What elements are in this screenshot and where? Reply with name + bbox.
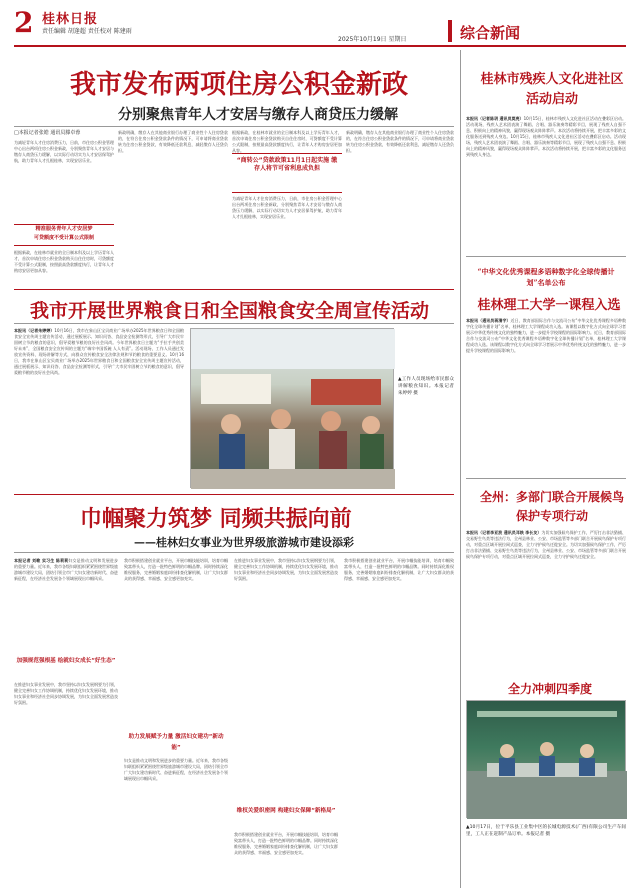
side3-photo-title: 全力冲刺四季度: [507, 682, 592, 696]
story2-byline: 本报讯（记者朱婷婷）: [14, 328, 55, 333]
story3-box3-title: 维权关爱织密网 构建妇女保障“新格局”: [236, 808, 336, 814]
story3-body-a2: 妇女是推动文明和发展进步的重要力量。近年来，我市各级妇联组织紧紧围绕世界级旅游城市建设大局，团结引领全市广大妇女建功新时代、奋进新征程，在经济社会发展各个领域展现出巾帼风采。: [124, 758, 228, 781]
side1-title: 桂林市残疾人文化进社区活动启动: [480, 72, 624, 107]
side3-body: [466, 530, 626, 678]
people-at-booth-icon: [191, 329, 395, 489]
factory-workers-icon: [467, 701, 627, 819]
side3-byline: 本报讯（记者李亚波 通讯员邓轶 李长友）: [466, 530, 542, 535]
story3-body-c2: 我市积极搭建创业就业平台，开展巾帼技能培训，培育巾帼致富带头人，打造一批特色鲜明的巾帼品牌。同时持续深化维权服务，完善婚姻家庭纠纷排查化解机制，让广大妇女群众的获得感、幸福感、安全感更加充实。: [234, 832, 338, 855]
divider: [14, 552, 454, 553]
date-line: 2025年10月19日 星期日: [338, 36, 407, 43]
divider: [14, 494, 454, 495]
side3-text-cont: 为切实加强候鸟保护工作，严厉打击非法猎捕、交易野生鸟类等违法行为，全州县林业、公安、市场监管等多部门联合开展候鸟保护专项行动，对重点区域开展拉网式巡查，全力守护候鸟迁徙安全。: [466, 542, 626, 559]
story1-body-a2: 为减轻青年人才住房消费压力，日前，市住房公积金管理中心出台两项住房公积金新政，分别聚焦青年人才安居与缴存人商贷压力缓解，以实际行动切实为人才安居保驾护航，助力青年人才扎根桂林，实现安居乐业。: [232, 196, 342, 219]
story1-box2: [232, 153, 342, 193]
story1-body-a: 为减轻青年人才住房消费压力，日前，市住房公积金管理中心出台两项住房公积金新政，分别聚焦青年人才安居与缴存人商贷压力缓解，以实际行动切实为人才安居保驾护航，助力青年人才扎根桂林，实现安居乐业。: [14, 140, 114, 163]
story3-body-b: 在推进妇女事业发展中，我市坚持以妇女发展纲要为引领，健全完善妇女工作协调机制，持续优化妇女发展环境，推动妇女事业和经济社会同步协调发展，为妇女全面发展营造良好氛围。: [14, 682, 118, 705]
editor-line: 责任编辑 胡逢超 责任校对 陈建雨: [42, 28, 132, 35]
side2-title: 桂林理工大学一课程入选: [477, 298, 621, 313]
masthead-rule: [14, 45, 626, 47]
side2-body: [466, 318, 626, 474]
side3-photo-caption: ▲10月17日，位于平乐县工业集中区的长城电源技术(广西)有限公司生产车间里，工人正在赶制产品订单。本报记者 摄: [466, 825, 626, 837]
story1-box2-title: “商转公”贷款政策11月1日起实施 缴存人将节可省利息成负担: [236, 157, 338, 172]
story2-body-a-cont: 10月16日，我市在象山区宝贝商业广场举办2025年世界粮食日和全国粮食安全宣传周主题宣传活动，通过展板展示、知识问答、食品安全检测等形式，引导广大市民牢固树立节约粮食的意识，倡导爱粮节粮的良好社会风尚。: [14, 352, 184, 375]
story1-body-b2: 根据新政，在桂林市就业的全日制本科及以上学历青年人才，首次申请住房公积金贷款购买自住住房时，可贷额度不受计算公式限制，按照最高贷款额度执行，让青年人才购房安居更加从容。: [232, 130, 342, 153]
side3-text: 为切实加强候鸟保护工作，严厉打击非法猎捕、交易野生鸟类等违法行为，全州县林业、公安、市场监管等多部门联合开展候鸟保护专项行动，对重点区域开展拉网式巡查，全力守护候鸟迁徙安全。: [466, 530, 626, 547]
divider: [466, 478, 626, 479]
divider: [14, 126, 454, 127]
story3-byline: 本报记者 刘歌 实习生 陈莉莉: [14, 558, 69, 563]
story2-body-a: 10月16日，我市在象山区宝贝商业广场举办2025年世界粮食日和全国粮食安全宣传周主题宣传活动，通过展板展示、知识问答、食品安全检测等形式，引导广大市民牢固树立节约粮食的意识，倡导爱粮节粮的良好社会风尚。: [14, 328, 185, 345]
story3-box2: [124, 732, 228, 754]
side1-byline: 本报讯（记者陈玥 通讯员莫亮）: [466, 116, 524, 121]
story3-body-b2: 在推进妇女事业发展中，我市坚持以妇女发展纲要为引领，健全完善妇女工作协调机制，持续优化妇女发展环境，推动妇女事业和经济社会同步协调发展，为妇女全面发展营造良好氛围。: [234, 558, 338, 581]
section-title: 综合新闻: [460, 24, 521, 42]
story2-body: [14, 328, 184, 486]
story1-box1-title: 精准服务青年人才安居梦: [35, 226, 93, 232]
story3-box2-title: 助力发展赋予力量 激活妇女建功“新动能”: [128, 734, 224, 751]
story3-title: 巾帼聚力筑梦 同频共振向前: [80, 506, 352, 532]
story2-photo: [190, 328, 394, 488]
story3-box1-title: 加强规范强根基 绘就妇女成长“好生态”: [16, 658, 116, 664]
story3-body-c: 我市积极搭建创业就业平台，开展巾帼技能培训，培育巾帼致富带头人，打造一批特色鲜明的巾帼品牌。同时持续深化维权服务，完善婚姻家庭纠纷排查化解机制，让广大妇女群众的获得感、幸福感、安全感更加充实。: [124, 558, 228, 581]
paper-name: 桂林日报: [42, 12, 99, 27]
divider: [466, 256, 626, 257]
story2-caption: ▲工作人员现场给市民群众讲解粮食知识。本报记者 朱婷婷 摄: [398, 377, 454, 396]
story3-box3: [234, 806, 338, 828]
story3-col1-top: [14, 558, 118, 652]
story1-body-c: 新政明确，缴存人在其他商业银行办理了商业性个人住房贷款的，在符合住房公积金贷款条件的情况下，可申请将商业贷款转为住房公积金贷款，有效降低还款利息，减轻缴存人还贷负担。: [118, 130, 228, 153]
page-number: 2: [14, 6, 34, 39]
story3-body-a: 妇女是推动文明和发展进步的重要力量。近年来，我市各级妇联组织紧紧围绕世界级旅游城市建设大局，团结引领全市广大妇女建功新时代、奋进新征程，在经济社会发展各个领域展现出巾帼风采。: [14, 558, 119, 581]
side2-byline: 本报讯（通讯员蒋清宇）: [466, 318, 511, 323]
side1-text-cont: 10月15日，桂林市残疾人文化进社区活动在叠彩区启动。活动现场，残疾人艺术团表演了舞蹈、合唱、器乐演奏等精彩节目，展现了残疾人自强不息、积极向上的精神风貌，赢得现场观众阵阵掌声。本次活动将持续开展，把丰富多彩的文化服务送到残疾人身边。: [466, 134, 626, 157]
story1-title: 我市发布两项住房公积金新政: [70, 70, 409, 100]
side2-text-cont: 近日，教育部国际合作与交流司公布“中华文化优秀课程多语种数字化全球传播计划”名单，桂林理工大学课程成功入选。该课程以数字化方式向全球学习者展示中华优秀传统文化的独特魅力，进一步提升学校课程的国际影响力。: [466, 330, 626, 353]
side2-text: 近日，教育部国际合作与交流司公布“中华文化优秀课程多语种数字化全球传播计划”名单，桂林理工大学课程成功入选。该课程以数字化方式向全球学习者展示中华优秀传统文化的独特魅力，进一步提升学校课程的国际影响力。: [466, 318, 626, 335]
story1-subtitle: 分别聚焦青年人才安居与缴存人商贷压力缓解: [118, 107, 398, 123]
story2-body-b: 今年世界粮食日主题为“手拉手共创美好未来”，全国粮食安全宣传周的主题为“端牢中国饭碗 人人有责”。活动现场，工作人员通过发放宣传资料、现场讲解等方式，向群众宣传粮食安全法律法规和节约粮食的重要意义。: [14, 340, 184, 357]
column-divider: [460, 50, 461, 888]
masthead: [0, 0, 640, 46]
side2-kicker: “中华文化优秀课程多语种数字化全球传播计划”名单公布: [477, 267, 615, 287]
story3-subtitle: ——桂林妇女事业为世界级旅游城市建设添彩: [134, 536, 354, 549]
divider: [14, 323, 454, 324]
story1-body-b: 根据新政，在桂林市就业的全日制本科及以上学历青年人才，首次申请住房公积金贷款购买自住住房时，可贷额度不受计算公式限制，按照最高贷款额度执行，让青年人才购房安居更加从容。: [14, 250, 114, 273]
side1-text: 10月15日，桂林市残疾人文化进社区活动在叠彩区启动。活动现场，残疾人艺术团表演了舞蹈、合唱、器乐演奏等精彩节目，展现了残疾人自强不息、积极向上的精神风貌，赢得现场观众阵阵掌声。本次活动将持续开展，把丰富多彩的文化服务送到残疾人身边。: [466, 116, 626, 139]
side1-body: [466, 116, 626, 252]
side3-photo: [466, 700, 626, 818]
story1-box1: [14, 224, 114, 246]
story2-title: 我市开展世界粮食日和全国粮食安全周宣传活动: [30, 300, 430, 322]
story1-box1-subtitle: 可贷额度不受计算公式限制: [33, 235, 94, 241]
story3-body-c3: 我市积极搭建创业就业平台，开展巾帼技能培训，培育巾帼致富带头人，打造一批特色鲜明的巾帼品牌。同时持续深化维权服务，完善婚姻家庭纠纷排查化解机制，让广大妇女群众的获得感、幸福感、安全感更加充实。: [344, 558, 454, 581]
side3-title: 全州：多部门联合开展候鸟保护专项行动: [479, 490, 624, 523]
divider: [14, 289, 454, 290]
story3-box1: [14, 656, 118, 678]
story1-byline: □本报记者张皓 通讯员滕卓蓉: [14, 130, 81, 136]
story1-body-c2: 新政明确，缴存人在其他商业银行办理了商业性个人住房贷款的，在符合住房公积金贷款条件的情况下，可申请将商业贷款转为住房公积金贷款，有效降低还款利息，减轻缴存人还贷负担。: [346, 130, 454, 153]
